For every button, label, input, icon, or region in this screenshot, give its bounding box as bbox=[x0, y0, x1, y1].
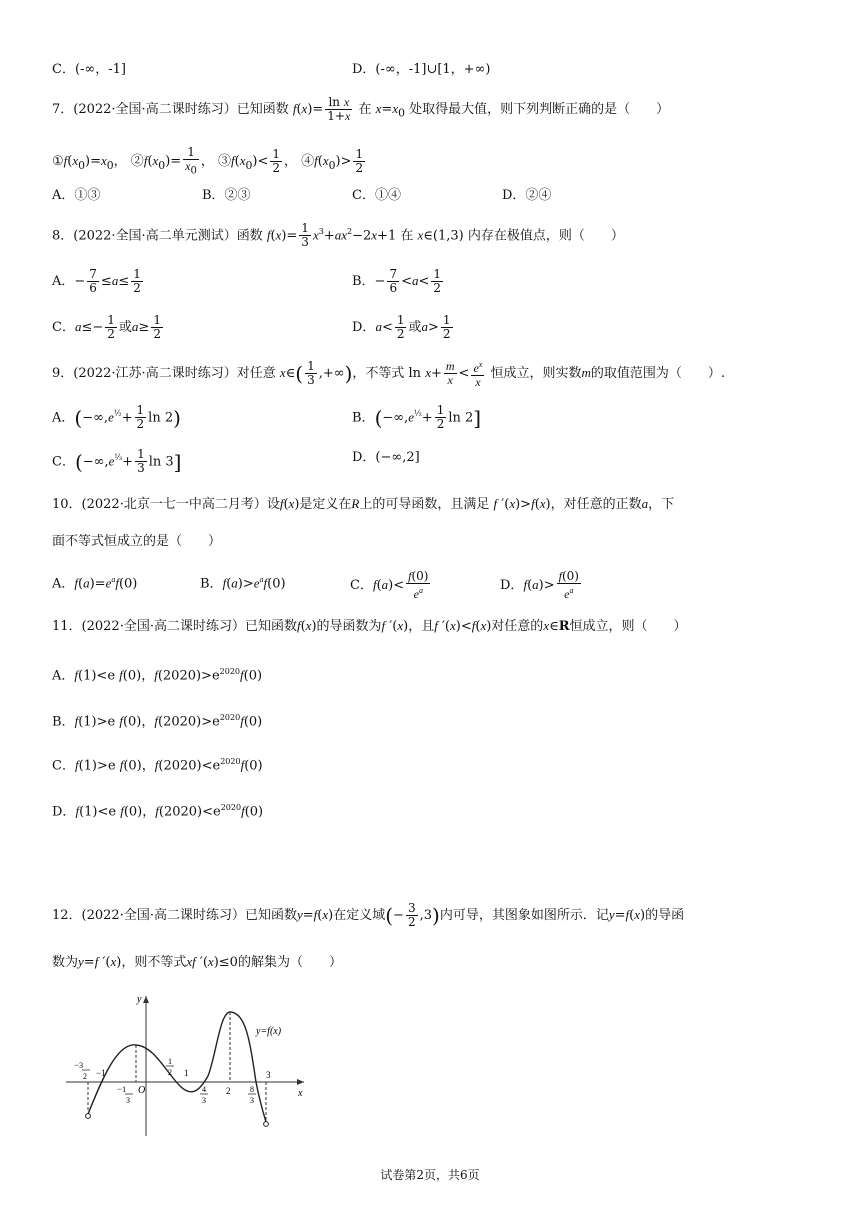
q6-option-c: C．(-∞，-1] bbox=[52, 62, 126, 77]
y-axis-label: y bbox=[137, 994, 142, 1005]
tick-two: 2 bbox=[226, 1086, 231, 1096]
q11-option-b: B．f(1)>e f(0)，$f(2020)>e^{2020}f(0)$ bbox=[52, 713, 263, 730]
origin-label: O bbox=[138, 1085, 146, 1096]
q11-option-a: A．f(1)<e f(0)，$f(2020)>e^{2020}f(0)$ bbox=[52, 667, 263, 684]
function-curve bbox=[88, 1012, 266, 1122]
curve-label: y=f(x) bbox=[256, 1026, 282, 1037]
q6-option-d: D．(-∞，-1]∪[1，+∞) bbox=[352, 62, 491, 77]
q7-option-a: A．①③ bbox=[52, 188, 101, 203]
tick-denominator: 3 bbox=[202, 1096, 206, 1105]
q9-option-d: D．(−∞,2] bbox=[352, 450, 420, 465]
tick-denominator: 3 bbox=[250, 1096, 254, 1105]
q9-option-a: A．($-\infty,e^{\frac{1}{2}}+$ $\frac{1}{2}$ ln 2) bbox=[52, 403, 181, 432]
q7-option-d: D．②④ bbox=[502, 188, 552, 203]
open-endpoint-right bbox=[264, 1122, 269, 1127]
q8-option-d: D．a< $\frac{1}{2}$ 或a> $\frac{1}{2}$ bbox=[352, 313, 451, 341]
q8-option-a: A．− $\frac{7}{6}$ ≤a≤ $\frac{1}{2}$ bbox=[52, 267, 141, 295]
tick-neg-3-2: −3 bbox=[74, 1060, 84, 1070]
q9-option-b: B．($-\infty,e^{\frac{1}{2}}+$ $\frac{1}{2}$ ln 2] bbox=[352, 403, 482, 432]
function-graph bbox=[60, 990, 310, 1138]
q12-stem-line2: 数为y=f ′(x)，则不等式xf ′(x)≤0的解集为（ ） bbox=[52, 954, 342, 970]
x-axis-label: x bbox=[298, 1088, 303, 1099]
q12-stem: 12．(2022·全国·高二课时练习）已知函数y=f(x)在定义域(− $\frac{3}{2}$ ,3)内可导，其图象如图所示．记y=f(x)的导函 bbox=[52, 901, 685, 929]
tick-neg-1-3: −1 bbox=[117, 1084, 127, 1094]
q10-stem-line2: 面不等式恒成立的是（ ） bbox=[52, 534, 222, 549]
tick-4-3: 4 bbox=[202, 1085, 206, 1094]
tick-denominator: 3 bbox=[126, 1096, 130, 1105]
tick-neg1: −1 bbox=[96, 1068, 106, 1078]
q7-option-b: B．②③ bbox=[202, 188, 251, 203]
q8-option-b: B．− $\frac{7}{6}$ <a< $\frac{1}{2}$ bbox=[352, 267, 442, 295]
q10-option-c: C．f(a)< $\frac{f(0)}{e^a}$ bbox=[350, 569, 429, 601]
q9-stem: 9．(2022·江苏·高二课时练习）对任意 x∈( $\frac{1}{3}$ ,+∞)，不等式 ln x+ $\frac{m}{x}$ < $\frac{e^x}{x}$ 恒成立，则实数m的取值范围为（ ）. bbox=[52, 359, 726, 389]
tick-denominator: 2 bbox=[83, 1072, 87, 1081]
tick-8-3: 8 bbox=[250, 1085, 254, 1094]
tick-half: 1 bbox=[168, 1057, 172, 1066]
q10-stem: 10．(2022·北京一七一中高二月考）设f(x)是定义在R上的可导函数，且满足 f ′(x)>f(x)，对任意的正数a，下 bbox=[52, 496, 675, 512]
x-axis-arrow-icon bbox=[297, 1079, 304, 1085]
y-axis-arrow-icon bbox=[143, 996, 149, 1003]
q10-option-a: A．$f(a)=e^af(0)$ bbox=[52, 575, 138, 592]
q8-stem: 8．(2022·全国·高二单元测试）函数 f(x)= $\frac{1}{3}$ $x^3+ax^2-2x+1$ 在 x∈(1,3) 内存在极值点，则（ ） bbox=[52, 221, 624, 250]
q11-option-c: C．f(1)>e f(0)，$f(2020)<e^{2020}f(0)$ bbox=[52, 757, 263, 774]
q9-option-c: C．($-\infty,e^{\frac{1}{3}}+$ $\frac{1}{3}$ ln 3] bbox=[52, 447, 182, 476]
tick-denominator: 2 bbox=[168, 1068, 172, 1077]
q7-stem: 7．(2022·全国·高二课时练习）已知函数 f(x)= $\frac{\text{ln x}}{1+x}$ 在 $x=x_0$ 处取得最大值，则下列判断正确的是（ ） bbox=[52, 95, 670, 123]
tick-three: 3 bbox=[266, 1070, 271, 1080]
q7-option-c: C．①④ bbox=[352, 188, 401, 203]
q10-option-b: B．$f(a)>e^af(0)$ bbox=[200, 575, 286, 592]
q8-option-c: C．a≤− $\frac{1}{2}$ 或a≥ $\frac{1}{2}$ bbox=[52, 313, 161, 341]
tick-one: 1 bbox=[184, 1068, 189, 1078]
page-footer: 试卷第2页，共6页 bbox=[380, 1168, 480, 1182]
q11-option-d: D．f(1)<e f(0)，$f(2020)<e^{2020}f(0)$ bbox=[52, 803, 264, 820]
q10-option-d: D．f(a)> $\frac{f(0)}{e^a}$ bbox=[500, 569, 579, 601]
q7-statements: $①f(x_0)=x_0$， $②f(x_0)=$ $\frac{1}{x_0}$ ， $③f(x_0)<$ $\frac{1}{2}$ ， $④f(x_0)>$ $\frac{1}{2}$ bbox=[52, 145, 364, 177]
open-endpoint-left bbox=[86, 1114, 91, 1119]
q11-stem: 11．(2022·全国·高二课时练习）已知函数f(x)的导函数为f ′(x)，且f ′(x)<f(x)对任意的x∈R恒成立，则（ ） bbox=[52, 618, 687, 634]
